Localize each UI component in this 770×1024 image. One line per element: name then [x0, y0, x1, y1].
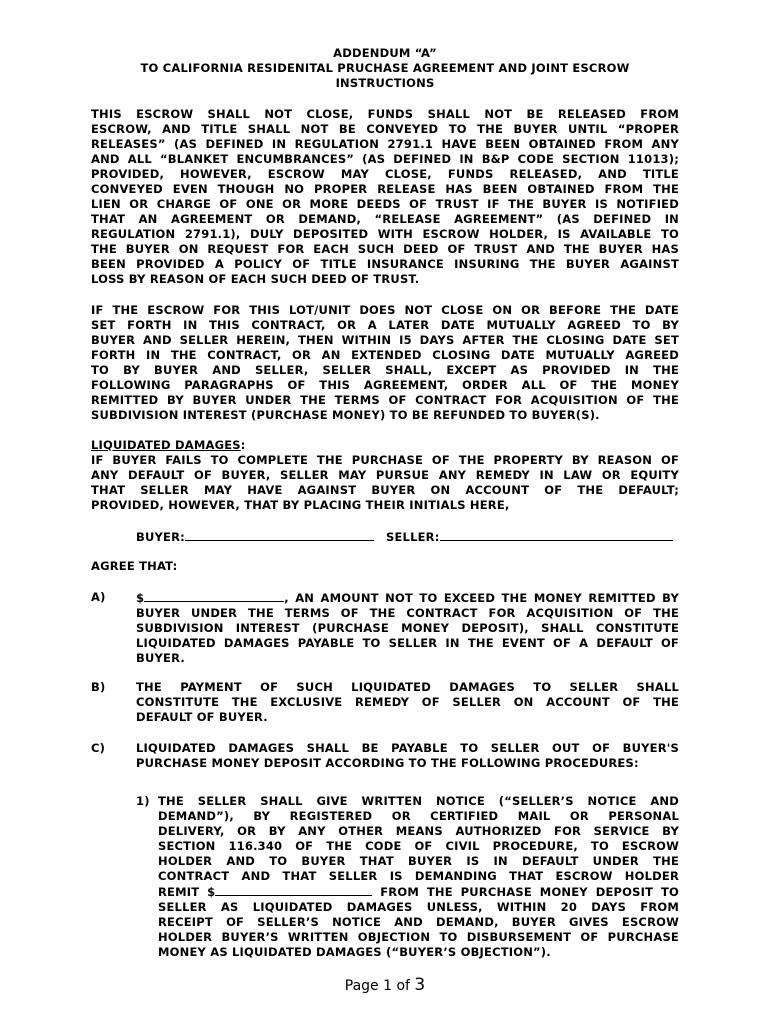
- paragraph-proper-releases: [91, 107, 679, 287]
- text-line: ESCROW, AND TITLE SHALL NOT BE CONVEYED TO THE BUYER UNTIL “PROPER: [91, 122, 679, 136]
- text-line: DELIVERY, OR BY ANY OTHER MEANS AUTHORIZED FOR SERVICE BY: [158, 824, 679, 838]
- text-line: CONVEYED EVEN THOUGH NO PROPER RELEASE HAS BEEN OBTAINED FROM THE: [91, 182, 679, 196]
- section-heading: LIQUIDATED DAMAGES: [91, 438, 241, 452]
- text-line: THAT AN AGREEMENT OR DEMAND, “RELEASE AGREEMENT” (AS DEFINED IN: [91, 212, 679, 226]
- remit-line: REMIT $ FROM THE PURCHASE MONEY DEPOSIT TO: [158, 885, 679, 899]
- text-line: THIS ESCROW SHALL NOT CLOSE, FUNDS SHALL NOT BE RELEASED FROM: [91, 107, 679, 121]
- addendum-title: ADDENDUM “A”: [333, 46, 437, 60]
- procedure-1-body: [158, 794, 679, 960]
- item-a-body: [136, 590, 679, 666]
- text-line: TO BY BUYER AND SELLER, SELLER SHALL, EXCEPT AS PROVIDED IN THE: [91, 363, 679, 377]
- text-line: SET FORTH IN THIS CONTRACT, OR A LATER DATE MUTUALLY AGREED TO BY: [91, 318, 679, 332]
- page-of: of: [396, 978, 410, 994]
- page-number: Page 1: [344, 978, 392, 994]
- page-footer: [0, 975, 770, 995]
- seller-initials-field[interactable]: [440, 529, 673, 541]
- procedure-1-number: 1): [136, 794, 150, 808]
- paragraph-liquidated: [91, 453, 679, 513]
- text-line: THE SELLER SHALL GIVE WRITTEN NOTICE (“SELLER’S NOTICE AND: [158, 794, 679, 808]
- buyer-label: BUYER:: [136, 530, 185, 544]
- text-line: LIEN OR CHARGE OF ONE OR MORE DEEDS OF TRUST IF THE BUYER IS NOTIFIED: [91, 197, 679, 211]
- remit-amount-field[interactable]: [215, 884, 372, 896]
- buyer-initials: [136, 529, 374, 545]
- item-a-first-line: $ , AN AMOUNT NOT TO EXCEED THE MONEY REMITTED BY: [136, 591, 679, 605]
- page-total: 3: [414, 975, 426, 995]
- text-line: BUYER.: [136, 651, 185, 665]
- text-line: ANY DEFAULT OF BUYER, SELLER MAY PURSUE ANY REMEDY IN LAW OR EQUITY: [91, 468, 679, 482]
- text-line: SELLER AS LIQUIDATED DAMAGES UNLESS, WITHIN 20 DAYS FROM: [158, 900, 679, 914]
- item-b-label: B): [91, 680, 106, 694]
- text-line: DEFAULT OF BUYER.: [136, 710, 268, 724]
- liquidated-amount-field[interactable]: [144, 590, 284, 602]
- text-line: BUYER AND SELLER HEREIN, THEN WITHIN I5 DAYS AFTER THE CLOSING DATE SET: [91, 333, 679, 347]
- text-line: REMITTED BY BUYER UNDER THE TERMS OF CONTRACT FOR ACQUISITION OF THE: [91, 393, 679, 407]
- text-line: THAT SELLER MAY HAVE AGAINST BUYER ON ACCOUNT OF THE DEFAULT;: [91, 483, 679, 497]
- item-a-label: A): [91, 590, 106, 604]
- addendum-subtitle-2: INSTRUCTIONS: [335, 76, 435, 90]
- seller-label: SELLER:: [386, 530, 440, 544]
- text-line: PURCHASE MONEY DEPOSIT ACCORDING TO THE FOLLOWING PROCEDURES:: [136, 756, 639, 770]
- text-line: DEMAND”), BY REGISTERED OR CERTIFIED MAIL OR PERSONAL: [158, 809, 679, 823]
- text-line: RECEIPT OF SELLER’S NOTICE AND DEMAND, BUYER GIVES ESCROW: [158, 915, 679, 929]
- text-line: IF BUYER FAILS TO COMPLETE THE PURCHASE OF THE PROPERTY BY REASON OF: [91, 453, 679, 467]
- text-line: RELEASES” (AS DEFINED IN REGULATION 2791.1 HAVE BEEN OBTAINED FROM ANY: [91, 137, 679, 151]
- text-line: REGULATION 2791.1), DULY DEPOSITED WITH ESCROW HOLDER, IS AVAILABLE TO: [91, 227, 679, 241]
- text-line: THE BUYER ON REQUEST FOR EACH SUCH DEED OF TRUST AND THE BUYER HAS: [91, 242, 679, 256]
- text-line: HOLDER AND TO BUYER THAT BUYER IS IN DEFAULT UNDER THE: [158, 854, 679, 868]
- text-line: LOSS BY REASON OF EACH SUCH DEED OF TRUST.: [91, 272, 420, 286]
- liquidated-damages-heading: LIQUIDATED DAMAGES:: [91, 438, 246, 452]
- text-line: PROVIDED, HOWEVER, THAT BY PLACING THEIR INITIALS HERE,: [91, 498, 510, 512]
- seller-initials: [386, 529, 673, 545]
- text-line: CONSTITUTE THE EXCLUSIVE REMEDY OF SELLER ON ACCOUNT OF THE: [136, 695, 679, 709]
- text-line: LIQUIDATED DAMAGES PAYABLE TO SELLER IN THE EVENT OF A DEFAULT OF: [136, 636, 679, 650]
- item-c-body: [136, 741, 679, 771]
- text-line: PROVIDED, HOWEVER, ESCROW MAY CLOSE, FUNDS RELEASED, AND TITLE: [91, 167, 679, 181]
- text-line: FOLLOWING PARAGRAPHS OF THIS AGREEMENT, ORDER ALL OF THE MONEY: [91, 378, 679, 392]
- text-line: AND ALL “BLANKET ENCUMBRANCES” (AS DEFINED IN B&P CODE SECTION 11013);: [91, 152, 679, 166]
- text-line: LIQUIDATED DAMAGES SHALL BE PAYABLE TO SELLER OUT OF BUYER'S: [136, 741, 679, 755]
- paragraph-refund: [91, 303, 679, 423]
- agree-that: AGREE THAT:: [91, 559, 178, 573]
- text-line: CONTRACT AND THAT SELLER IS DEMANDING THAT ESCROW HOLDER: [158, 869, 679, 883]
- text-line: IF THE ESCROW FOR THIS LOT/UNIT DOES NOT CLOSE ON OR BEFORE THE DATE: [91, 303, 679, 317]
- text-line: MONEY AS LIQUIDATED DAMAGES (“BUYER’S OBJECTION”).: [158, 945, 551, 959]
- text-line: BEEN PROVIDED A POLICY OF TITLE INSURANCE INSURING THE BUYER AGAINST: [91, 257, 679, 271]
- text-line: SUBDIVISION INTEREST (PURCHASE MONEY) TO BE REFUNDED TO BUYER(S).: [91, 408, 600, 422]
- text-line: HOLDER BUYER’S WRITTEN OBJECTION TO DISBURSEMENT OF PURCHASE: [158, 930, 679, 944]
- text-line: FORTH IN THE CONTRACT, OR AN EXTENDED CLOSING DATE MUTUALLY AGREED: [91, 348, 679, 362]
- buyer-initials-field[interactable]: [185, 529, 374, 541]
- addendum-subtitle: TO CALIFORNIA RESIDENITAL PRUCHASE AGREEMENT AND JOINT ESCROW: [140, 61, 630, 75]
- text-line: THE PAYMENT OF SUCH LIQUIDATED DAMAGES TO SELLER SHALL: [136, 680, 679, 694]
- text-line: BUYER UNDER THE TERMS OF THE CONTRACT FOR ACQUISITION OF THE: [136, 606, 679, 620]
- item-c-label: C): [91, 741, 106, 755]
- text-line: SECTION 116.340 OF THE CODE OF CIVIL PROCEDURE, TO ESCROW: [158, 839, 679, 853]
- text-line: SUBDIVISION INTEREST (PURCHASE MONEY DEPOSIT), SHALL CONSTITUTE: [136, 621, 679, 635]
- item-b-body: [136, 680, 679, 725]
